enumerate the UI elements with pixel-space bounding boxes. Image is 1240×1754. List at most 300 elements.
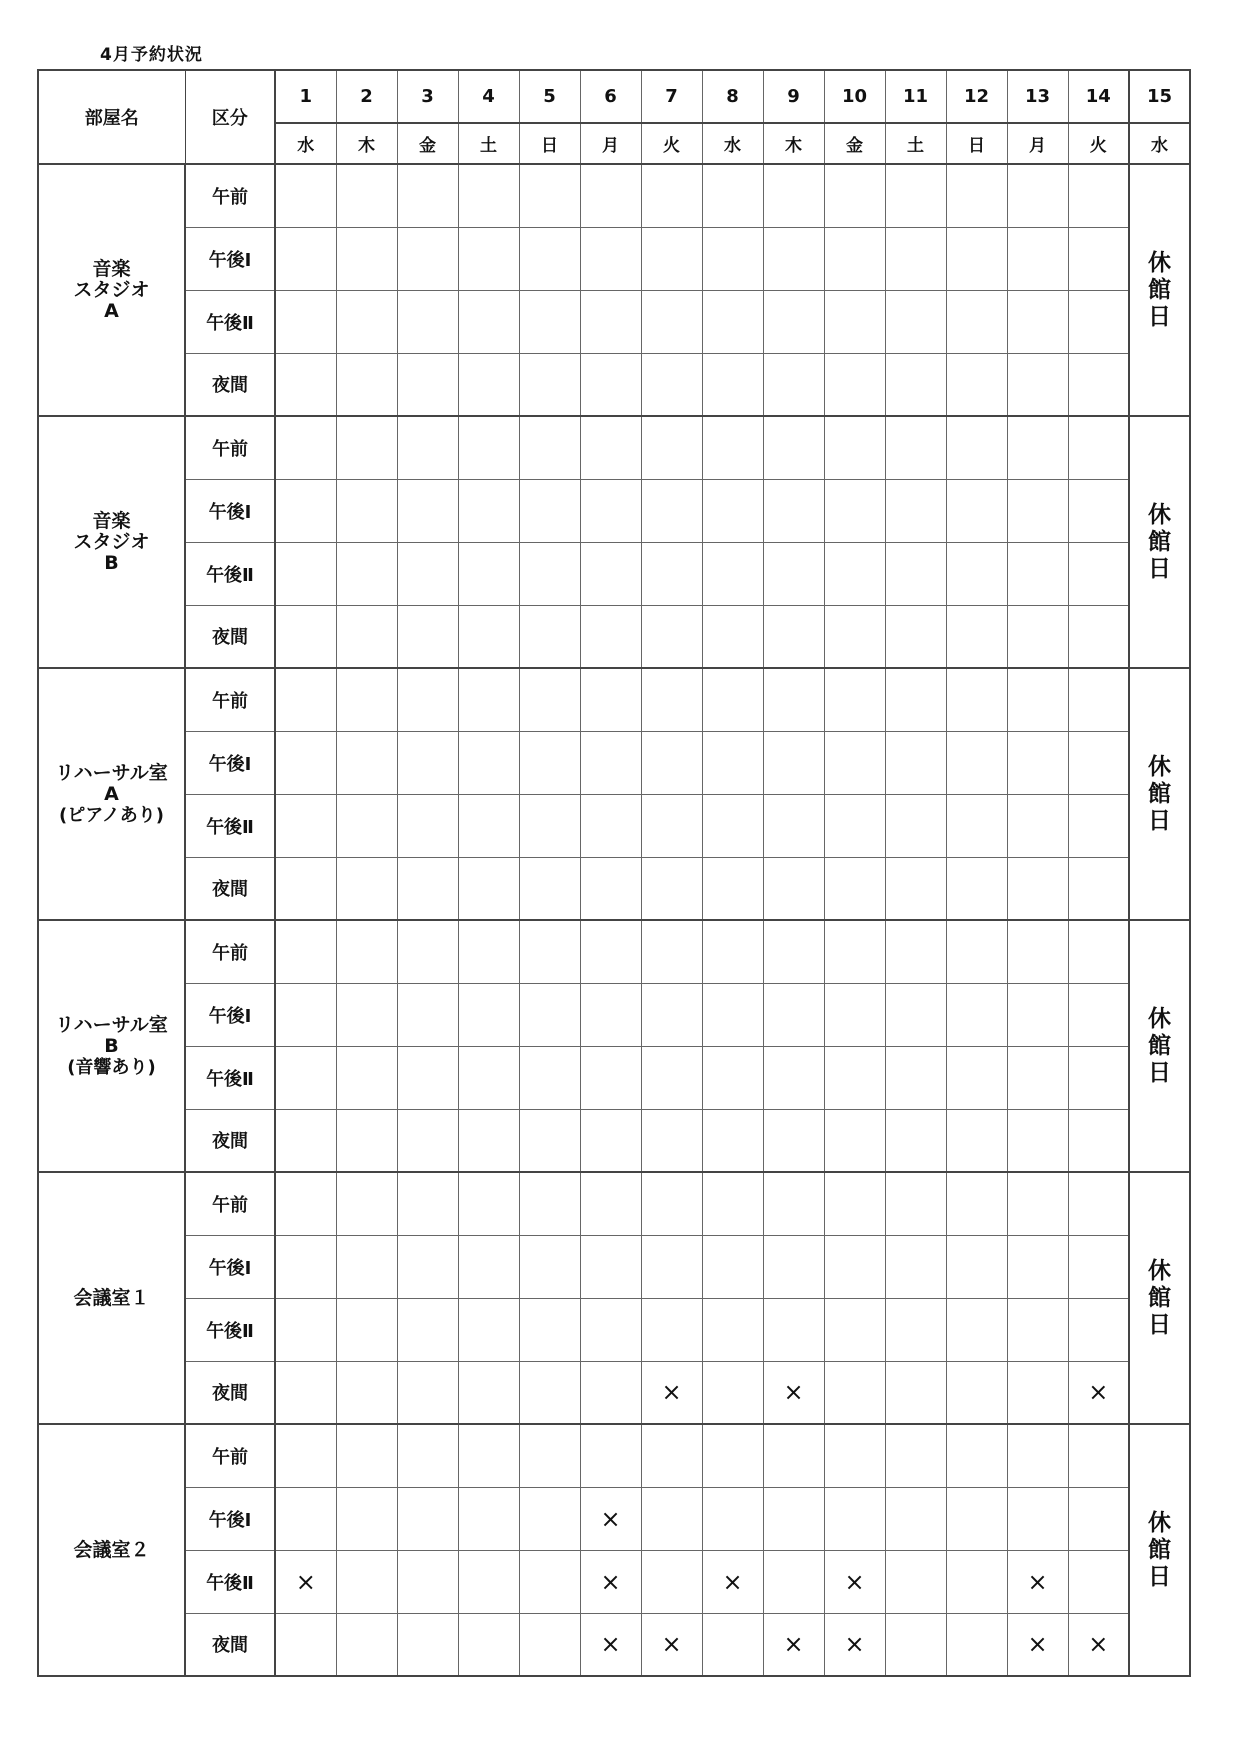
availability-cell [763, 1550, 824, 1613]
availability-cell [397, 1235, 458, 1298]
availability-cell [519, 731, 580, 794]
table-row [38, 668, 1190, 731]
availability-cell [824, 1172, 885, 1235]
booked-mark: × [580, 1613, 641, 1676]
availability-cell [824, 1046, 885, 1109]
availability-cell [702, 416, 763, 479]
time-slot-label: 夜間 [185, 353, 275, 416]
availability-cell [885, 1172, 946, 1235]
weekday-header: 水 [702, 123, 763, 164]
availability-cell [885, 227, 946, 290]
weekday-header: 火 [641, 123, 702, 164]
time-slot-label: 午後Ⅰ [185, 983, 275, 1046]
availability-cell [641, 227, 702, 290]
availability-cell [336, 983, 397, 1046]
availability-cell [1007, 605, 1068, 668]
availability-cell [458, 1487, 519, 1550]
availability-cell [397, 479, 458, 542]
availability-cell [763, 668, 824, 731]
availability-cell [763, 1109, 824, 1172]
availability-cell [458, 1298, 519, 1361]
weekday-header: 木 [336, 123, 397, 164]
availability-cell [458, 605, 519, 668]
availability-cell [458, 290, 519, 353]
booked-mark: × [641, 1361, 702, 1424]
availability-cell [641, 1487, 702, 1550]
availability-cell [824, 983, 885, 1046]
availability-cell [824, 920, 885, 983]
availability-cell [885, 668, 946, 731]
availability-cell [519, 1613, 580, 1676]
availability-cell [641, 1424, 702, 1487]
availability-cell [275, 353, 336, 416]
availability-cell [519, 1109, 580, 1172]
availability-cell [397, 1361, 458, 1424]
availability-cell [580, 731, 641, 794]
table-row [38, 416, 1190, 479]
availability-cell [763, 353, 824, 416]
room-note: (ピアノあり) [58, 804, 164, 826]
availability-cell [458, 794, 519, 857]
availability-cell [885, 1424, 946, 1487]
availability-cell [946, 416, 1007, 479]
time-slot-label: 午前 [185, 416, 275, 479]
booked-mark: × [824, 1550, 885, 1613]
availability-cell [1007, 164, 1068, 227]
availability-cell [580, 1172, 641, 1235]
availability-cell [580, 353, 641, 416]
availability-cell [702, 920, 763, 983]
booked-mark: × [580, 1550, 641, 1613]
availability-cell [1007, 416, 1068, 479]
closed-day-cell: 休 館 日 [1129, 1172, 1190, 1424]
availability-cell [946, 1424, 1007, 1487]
availability-cell [763, 290, 824, 353]
availability-cell [702, 479, 763, 542]
time-slot-label: 午前 [185, 668, 275, 731]
availability-cell [1068, 1109, 1129, 1172]
availability-cell [336, 857, 397, 920]
availability-cell [641, 416, 702, 479]
day-number-header: 14 [1068, 70, 1129, 123]
availability-cell [763, 1172, 824, 1235]
availability-cell [763, 164, 824, 227]
closed-day-cell: 休 館 日 [1129, 1424, 1190, 1676]
availability-cell [1068, 1172, 1129, 1235]
availability-cell [458, 983, 519, 1046]
availability-cell [519, 353, 580, 416]
availability-cell [946, 1046, 1007, 1109]
time-slot-label: 午後Ⅱ [185, 1550, 275, 1613]
availability-cell [702, 1298, 763, 1361]
table-row [38, 227, 1190, 290]
availability-cell [1068, 1550, 1129, 1613]
availability-cell [946, 857, 1007, 920]
availability-cell [1068, 290, 1129, 353]
table-row [38, 605, 1190, 668]
availability-cell [1007, 479, 1068, 542]
availability-cell [946, 1298, 1007, 1361]
availability-cell [824, 353, 885, 416]
availability-cell [641, 164, 702, 227]
availability-cell [275, 1235, 336, 1298]
table-row [38, 1046, 1190, 1109]
availability-cell [275, 542, 336, 605]
availability-cell [580, 164, 641, 227]
availability-cell [1007, 857, 1068, 920]
time-slot-label: 午後Ⅱ [185, 794, 275, 857]
availability-cell [397, 731, 458, 794]
time-slot-label: 午後Ⅰ [185, 1487, 275, 1550]
availability-cell [580, 794, 641, 857]
availability-cell [397, 353, 458, 416]
availability-cell [275, 290, 336, 353]
availability-cell [946, 542, 1007, 605]
booked-mark: × [641, 1613, 702, 1676]
weekday-header: 火 [1068, 123, 1129, 164]
weekday-header: 日 [519, 123, 580, 164]
availability-cell [519, 1487, 580, 1550]
availability-cell [702, 542, 763, 605]
availability-cell [641, 1235, 702, 1298]
room-name-cell [38, 920, 185, 1172]
availability-cell [885, 1550, 946, 1613]
availability-cell [397, 1613, 458, 1676]
time-slot-label: 午後Ⅰ [185, 479, 275, 542]
availability-cell [1068, 353, 1129, 416]
availability-cell [1007, 1235, 1068, 1298]
room-name-cell [38, 416, 185, 668]
availability-cell [1007, 920, 1068, 983]
availability-cell [580, 983, 641, 1046]
time-slot-label: 午後Ⅱ [185, 542, 275, 605]
availability-cell [336, 479, 397, 542]
availability-cell [885, 1235, 946, 1298]
availability-cell [641, 794, 702, 857]
weekday-header: 木 [763, 123, 824, 164]
availability-cell [885, 1487, 946, 1550]
table-row [38, 731, 1190, 794]
availability-cell [763, 1424, 824, 1487]
day-number-header: 13 [1007, 70, 1068, 123]
availability-cell [824, 1424, 885, 1487]
time-slot-label: 午後Ⅰ [185, 227, 275, 290]
table-row [38, 542, 1190, 605]
availability-cell [275, 920, 336, 983]
availability-cell [702, 1109, 763, 1172]
availability-cell [580, 227, 641, 290]
availability-cell [458, 857, 519, 920]
day-number-header: 12 [946, 70, 1007, 123]
availability-cell [641, 1550, 702, 1613]
table-row [38, 1550, 1190, 1613]
availability-cell [885, 479, 946, 542]
room-name: リハーサル室 A [55, 761, 168, 805]
availability-cell [641, 983, 702, 1046]
day-number-header: 6 [580, 70, 641, 123]
availability-cell [702, 1487, 763, 1550]
availability-cell [885, 1046, 946, 1109]
time-slot-label: 午後Ⅱ [185, 1046, 275, 1109]
availability-cell [641, 668, 702, 731]
table-row [38, 1109, 1190, 1172]
availability-cell [1068, 605, 1129, 668]
table-row [38, 479, 1190, 542]
availability-cell [824, 794, 885, 857]
availability-cell [1007, 1298, 1068, 1361]
availability-cell [702, 227, 763, 290]
availability-cell [519, 857, 580, 920]
availability-cell [702, 668, 763, 731]
availability-cell [519, 1172, 580, 1235]
availability-cell [824, 1487, 885, 1550]
availability-cell [458, 1361, 519, 1424]
page-title: 4月予約状況 [100, 45, 203, 65]
availability-cell [702, 1424, 763, 1487]
availability-cell [275, 983, 336, 1046]
room-note: (音響あり) [67, 1056, 156, 1078]
booked-mark: × [763, 1361, 824, 1424]
booked-mark: × [824, 1613, 885, 1676]
availability-cell [702, 1235, 763, 1298]
availability-cell [397, 857, 458, 920]
table-row [38, 353, 1190, 416]
availability-cell [763, 983, 824, 1046]
slot-column-header: 区分 [185, 70, 275, 164]
booked-mark: × [763, 1613, 824, 1676]
room-name-cell [38, 1172, 185, 1424]
availability-cell [946, 1361, 1007, 1424]
availability-cell [275, 227, 336, 290]
availability-cell [763, 1298, 824, 1361]
availability-cell [1007, 983, 1068, 1046]
weekday-header: 金 [397, 123, 458, 164]
table-row [38, 1487, 1190, 1550]
time-slot-label: 午前 [185, 920, 275, 983]
availability-cell [519, 794, 580, 857]
availability-cell [885, 605, 946, 668]
availability-cell [763, 227, 824, 290]
availability-cell [336, 1424, 397, 1487]
availability-cell [580, 1298, 641, 1361]
availability-cell [824, 668, 885, 731]
availability-cell [1007, 1424, 1068, 1487]
availability-cell [1007, 542, 1068, 605]
table-row [38, 983, 1190, 1046]
availability-cell [1007, 227, 1068, 290]
availability-cell [1007, 1109, 1068, 1172]
closed-day-cell: 休 館 日 [1129, 668, 1190, 920]
availability-cell [946, 353, 1007, 416]
availability-cell [641, 479, 702, 542]
availability-cell [519, 1424, 580, 1487]
availability-cell [336, 1046, 397, 1109]
availability-cell [885, 416, 946, 479]
table-row [38, 1613, 1190, 1676]
table-row [38, 164, 1190, 227]
availability-cell [885, 857, 946, 920]
availability-cell [885, 290, 946, 353]
booked-mark: × [1007, 1550, 1068, 1613]
availability-cell [702, 290, 763, 353]
availability-cell [946, 1613, 1007, 1676]
availability-cell [641, 290, 702, 353]
availability-cell [580, 290, 641, 353]
availability-cell [336, 1109, 397, 1172]
availability-cell [1068, 1487, 1129, 1550]
availability-cell [519, 1361, 580, 1424]
weekday-header: 日 [946, 123, 1007, 164]
availability-cell [458, 920, 519, 983]
availability-cell [336, 731, 397, 794]
availability-cell [519, 416, 580, 479]
day-number-header: 5 [519, 70, 580, 123]
table-row [38, 290, 1190, 353]
availability-cell [946, 1172, 1007, 1235]
availability-cell [397, 290, 458, 353]
time-slot-label: 午後Ⅱ [185, 1298, 275, 1361]
availability-cell [397, 605, 458, 668]
availability-cell [1068, 731, 1129, 794]
availability-cell [275, 1172, 336, 1235]
availability-cell [580, 1235, 641, 1298]
day-number-header: 8 [702, 70, 763, 123]
room-name: 会議室１ [73, 1286, 150, 1309]
availability-cell [580, 668, 641, 731]
availability-cell [519, 668, 580, 731]
availability-cell [275, 1109, 336, 1172]
table-row [38, 1298, 1190, 1361]
availability-cell [458, 1550, 519, 1613]
availability-cell [1068, 1235, 1129, 1298]
availability-cell [1007, 1487, 1068, 1550]
day-number-header: 4 [458, 70, 519, 123]
availability-cell [1068, 227, 1129, 290]
availability-cell [824, 1361, 885, 1424]
booked-mark: × [1068, 1361, 1129, 1424]
availability-cell [1068, 857, 1129, 920]
availability-cell [580, 1046, 641, 1109]
weekday-header: 水 [275, 123, 336, 164]
time-slot-label: 夜間 [185, 857, 275, 920]
booked-mark: × [1007, 1613, 1068, 1676]
availability-cell [1068, 1046, 1129, 1109]
availability-cell [336, 1172, 397, 1235]
availability-cell [824, 479, 885, 542]
availability-cell [580, 479, 641, 542]
availability-cell [702, 983, 763, 1046]
availability-cell [885, 920, 946, 983]
availability-cell [397, 1298, 458, 1361]
availability-cell [336, 1235, 397, 1298]
availability-cell [702, 1613, 763, 1676]
availability-cell [885, 1361, 946, 1424]
availability-cell [519, 1298, 580, 1361]
availability-cell [1007, 1361, 1068, 1424]
availability-cell [1007, 1172, 1068, 1235]
availability-cell [580, 416, 641, 479]
availability-cell [275, 1046, 336, 1109]
availability-cell [397, 668, 458, 731]
availability-cell [336, 164, 397, 227]
weekday-header: 月 [1007, 123, 1068, 164]
availability-cell [397, 983, 458, 1046]
time-slot-label: 夜間 [185, 605, 275, 668]
availability-cell [275, 668, 336, 731]
room-column-header: 部屋名 [38, 70, 185, 164]
availability-cell [946, 227, 1007, 290]
availability-cell [763, 794, 824, 857]
availability-cell [397, 1046, 458, 1109]
table-row [38, 1172, 1190, 1235]
availability-cell [397, 920, 458, 983]
availability-cell [946, 920, 1007, 983]
availability-cell [763, 416, 824, 479]
availability-cell [458, 731, 519, 794]
availability-cell [275, 1487, 336, 1550]
availability-cell [397, 1424, 458, 1487]
weekday-header: 金 [824, 123, 885, 164]
table-row [38, 857, 1190, 920]
availability-cell [580, 920, 641, 983]
availability-cell [702, 857, 763, 920]
availability-cell [885, 542, 946, 605]
availability-cell [458, 353, 519, 416]
availability-cell [641, 353, 702, 416]
booked-mark: × [580, 1487, 641, 1550]
availability-cell [336, 605, 397, 668]
availability-cell [336, 1613, 397, 1676]
availability-cell [458, 164, 519, 227]
availability-cell [702, 164, 763, 227]
availability-cell [1068, 416, 1129, 479]
availability-cell [702, 794, 763, 857]
availability-cell [519, 479, 580, 542]
availability-cell [824, 731, 885, 794]
time-slot-label: 午前 [185, 1172, 275, 1235]
availability-cell [458, 1424, 519, 1487]
closed-day-cell: 休 館 日 [1129, 920, 1190, 1172]
availability-cell [397, 1172, 458, 1235]
availability-cell [336, 353, 397, 416]
availability-cell [458, 227, 519, 290]
availability-cell [885, 1613, 946, 1676]
availability-cell [824, 227, 885, 290]
availability-cell [641, 857, 702, 920]
availability-cell [458, 1172, 519, 1235]
availability-cell [519, 1235, 580, 1298]
availability-cell [458, 416, 519, 479]
time-slot-label: 夜間 [185, 1613, 275, 1676]
availability-cell [763, 1046, 824, 1109]
availability-cell [641, 731, 702, 794]
availability-cell [397, 1550, 458, 1613]
availability-cell [580, 1424, 641, 1487]
availability-cell [336, 1298, 397, 1361]
time-slot-label: 夜間 [185, 1109, 275, 1172]
availability-cell [397, 227, 458, 290]
availability-cell [702, 605, 763, 668]
availability-cell [763, 605, 824, 668]
availability-cell [885, 353, 946, 416]
weekday-header: 土 [458, 123, 519, 164]
availability-cell [1068, 164, 1129, 227]
availability-cell [946, 668, 1007, 731]
availability-cell [702, 1172, 763, 1235]
availability-cell [946, 1235, 1007, 1298]
availability-cell [519, 164, 580, 227]
availability-cell [1068, 479, 1129, 542]
